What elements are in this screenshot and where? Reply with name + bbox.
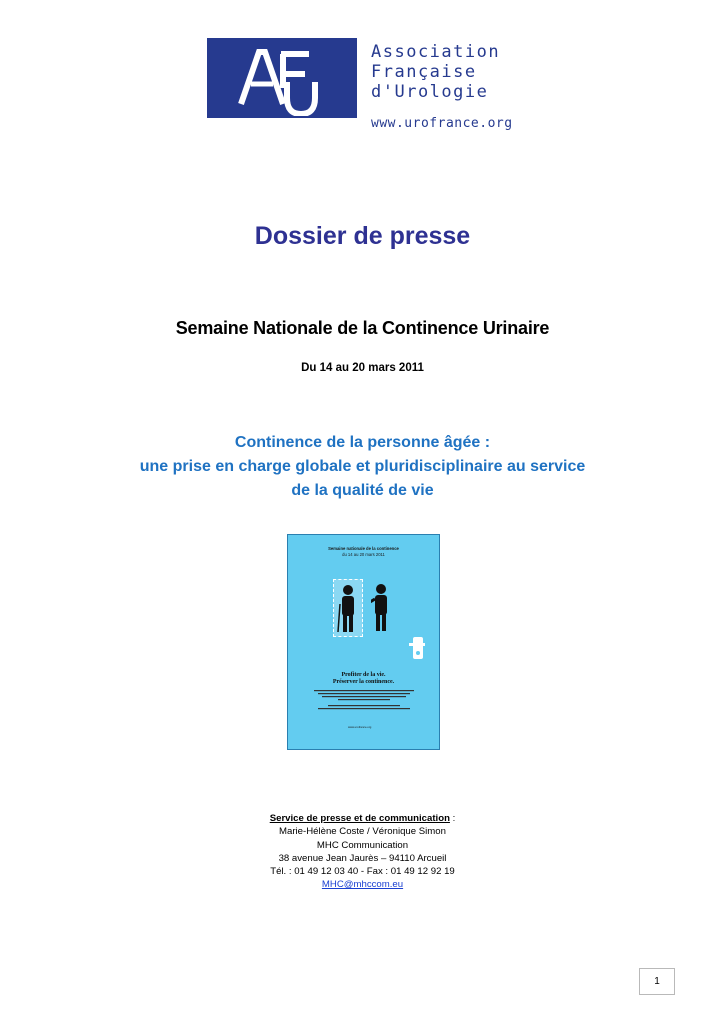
page-title: Dossier de presse [254, 222, 471, 250]
door-handle-icon [409, 635, 427, 661]
poster-fine-print-lines [308, 690, 420, 718]
poster-elderly-figure [333, 579, 363, 637]
poster-slogan-2: Préserver la continence. [332, 679, 395, 685]
contact-heading-row [0, 812, 725, 825]
logo-line-2: Française [371, 62, 477, 82]
campaign-poster [287, 534, 440, 750]
poster-footer [348, 725, 371, 729]
theme-line-2: une prise en charge globale et pluridisciplinaire au service [139, 458, 586, 475]
poster-door-handle [409, 635, 427, 661]
contact-heading: Service de presse et de communication [269, 813, 450, 824]
contact-heading-suffix: : [449, 813, 456, 824]
poster-url: www.urofrance.org [348, 725, 372, 729]
afu-monogram-icon [231, 46, 335, 116]
contact-email-link[interactable]: MHC@mhccom.eu [321, 879, 404, 891]
poster-body-text [308, 690, 420, 720]
poster-heading [288, 546, 439, 558]
contact-names: Marie-Hélène Coste / Véronique Simon [279, 826, 446, 838]
press-contact [0, 812, 725, 892]
logo-line-3: d'Urologie [371, 82, 489, 102]
logo-line-1: Association [371, 42, 501, 62]
afu-logo-name [371, 42, 500, 102]
event-dates: Du 14 au 20 mars 2011 [301, 362, 424, 374]
poster-doctor-figure [371, 579, 391, 635]
theme-heading [0, 431, 725, 503]
poster-heading-title: Semaine nationale de la continence [328, 546, 399, 551]
afu-logo-mark [207, 38, 357, 118]
page-number: 1 [639, 968, 675, 995]
logo-url: www.urofrance.org [371, 116, 513, 131]
theme-line-1: Continence de la personne âgée : [234, 434, 491, 451]
contact-phone: Tél. : 01 49 12 03 40 - Fax : 01 49 12 92 19 [270, 866, 455, 878]
afu-logo [207, 38, 520, 132]
contact-company: MHC Communication [316, 839, 409, 851]
poster-slogan-1: Profiter de la vie. [341, 672, 386, 678]
theme-line-3: de la qualité de vie [291, 482, 434, 499]
doctor-icon [371, 579, 391, 635]
contact-address: 38 avenue Jean Jaurès – 94110 Arcueil [278, 852, 447, 864]
poster-slogan [288, 672, 439, 686]
poster-heading-dates: du 14 au 20 mars 2011 [342, 552, 385, 557]
event-subtitle: Semaine Nationale de la Continence Urinaire [175, 318, 550, 338]
elderly-person-icon [334, 580, 362, 636]
